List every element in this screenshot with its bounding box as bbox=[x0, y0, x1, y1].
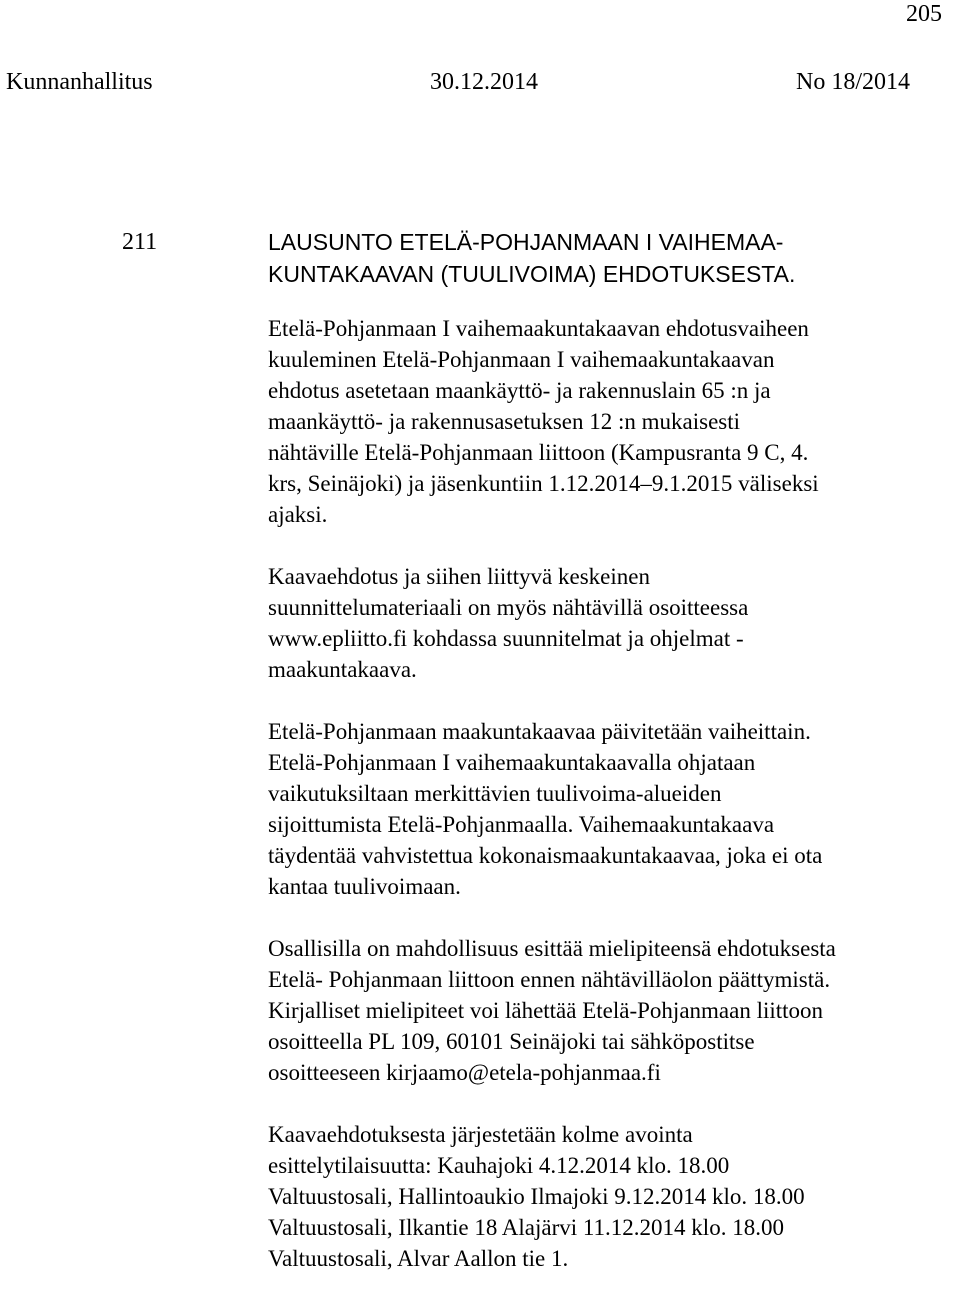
section-title bbox=[268, 226, 948, 290]
organization-name: Kunnanhallitus bbox=[6, 69, 153, 95]
section-title-line: LAUSUNTO ETELÄ-POHJANMAAN I VAIHEMAA- bbox=[268, 229, 784, 255]
text-line: maankäyttö- ja rakennusasetuksen 12 :n mukaisesti bbox=[268, 409, 741, 434]
text-line: täydentää vahvistettua kokonaismaakuntakaavaa, joka ei ota bbox=[268, 843, 823, 868]
document-header bbox=[6, 66, 936, 98]
text-line: suunnittelumateriaali on myös nähtävillä osoitteessa bbox=[268, 595, 749, 620]
text-line: vaikutuksiltaan merkittävien tuulivoima-alueiden bbox=[268, 781, 722, 806]
meeting-number: No 18/2014 bbox=[796, 69, 910, 95]
text-line: Etelä- Pohjanmaan liittoon ennen nähtävilläolon päättymistä. bbox=[268, 967, 831, 992]
document-body bbox=[268, 313, 958, 1274]
text-line: Valtuustosali, Ilkantie 18 Alajärvi 11.12.2014 klo. 18.00 bbox=[268, 1215, 784, 1240]
text-line: Kaavaehdotuksesta järjestetään kolme avointa bbox=[268, 1122, 693, 1147]
text-line: Valtuustosali, Hallintoaukio Ilmajoki 9.12.2014 klo. 18.00 bbox=[268, 1184, 805, 1209]
text-line: Kaavaehdotus ja siihen liittyvä keskeinen bbox=[268, 564, 650, 589]
text-line: Kirjalliset mielipiteet voi lähettää Etelä-Pohjanmaan liittoon bbox=[268, 998, 824, 1023]
text-line: sijoittumista Etelä-Pohjanmaalla. Vaihemaakuntakaava bbox=[268, 812, 775, 837]
text-line: esittelytilaisuutta: Kauhajoki 4.12.2014 klo. 18.00 bbox=[268, 1153, 730, 1178]
text-line: osoitteella PL 109, 60101 Seinäjoki tai sähköpostitse bbox=[268, 1029, 755, 1054]
text-line: Etelä-Pohjanmaan I vaihemaakuntakaavalla ohjataan bbox=[268, 750, 756, 775]
text-line: Osallisilla on mahdollisuus esittää mielipiteensä ehdotuksesta bbox=[268, 936, 836, 961]
text-line: krs, Seinäjoki) ja jäsenkuntiin 1.12.2014–9.1.2015 väliseksi bbox=[268, 471, 819, 496]
text-line: ajaksi. bbox=[268, 502, 328, 527]
section-title-line: KUNTAKAAVAN (TUULIVOIMA) EHDOTUKSESTA. bbox=[268, 261, 796, 287]
paragraph bbox=[268, 313, 958, 530]
text-line: nähtäville Etelä-Pohjanmaan liittoon (Kampusranta 9 C, 4. bbox=[268, 440, 809, 465]
text-line: www.epliitto.fi kohdassa suunnitelmat ja ohjelmat - bbox=[268, 626, 744, 651]
text-line: Etelä-Pohjanmaan maakuntakaavaa päivitetään vaiheittain. bbox=[268, 719, 811, 744]
text-line: kantaa tuulivoimaan. bbox=[268, 874, 461, 899]
section-number: 211 bbox=[122, 229, 158, 255]
text-line: osoitteeseen kirjaamo@etela-pohjanmaa.fi bbox=[268, 1060, 661, 1085]
text-line: kuuleminen Etelä-Pohjanmaan I vaihemaakuntakaavan bbox=[268, 347, 775, 372]
text-line: maakuntakaava. bbox=[268, 657, 417, 682]
paragraph bbox=[268, 716, 958, 902]
text-line: Valtuustosali, Alvar Aallon tie 1. bbox=[268, 1246, 569, 1271]
text-line: ehdotus asetetaan maankäyttö- ja rakennuslain 65 :n ja bbox=[268, 378, 771, 403]
page-number: 205 bbox=[906, 1, 942, 27]
meeting-date: 30.12.2014 bbox=[430, 69, 538, 95]
paragraph bbox=[268, 933, 958, 1088]
paragraph bbox=[268, 561, 958, 685]
text-line: Etelä-Pohjanmaan I vaihemaakuntakaavan ehdotusvaiheen bbox=[268, 316, 809, 341]
paragraph bbox=[268, 1119, 958, 1274]
